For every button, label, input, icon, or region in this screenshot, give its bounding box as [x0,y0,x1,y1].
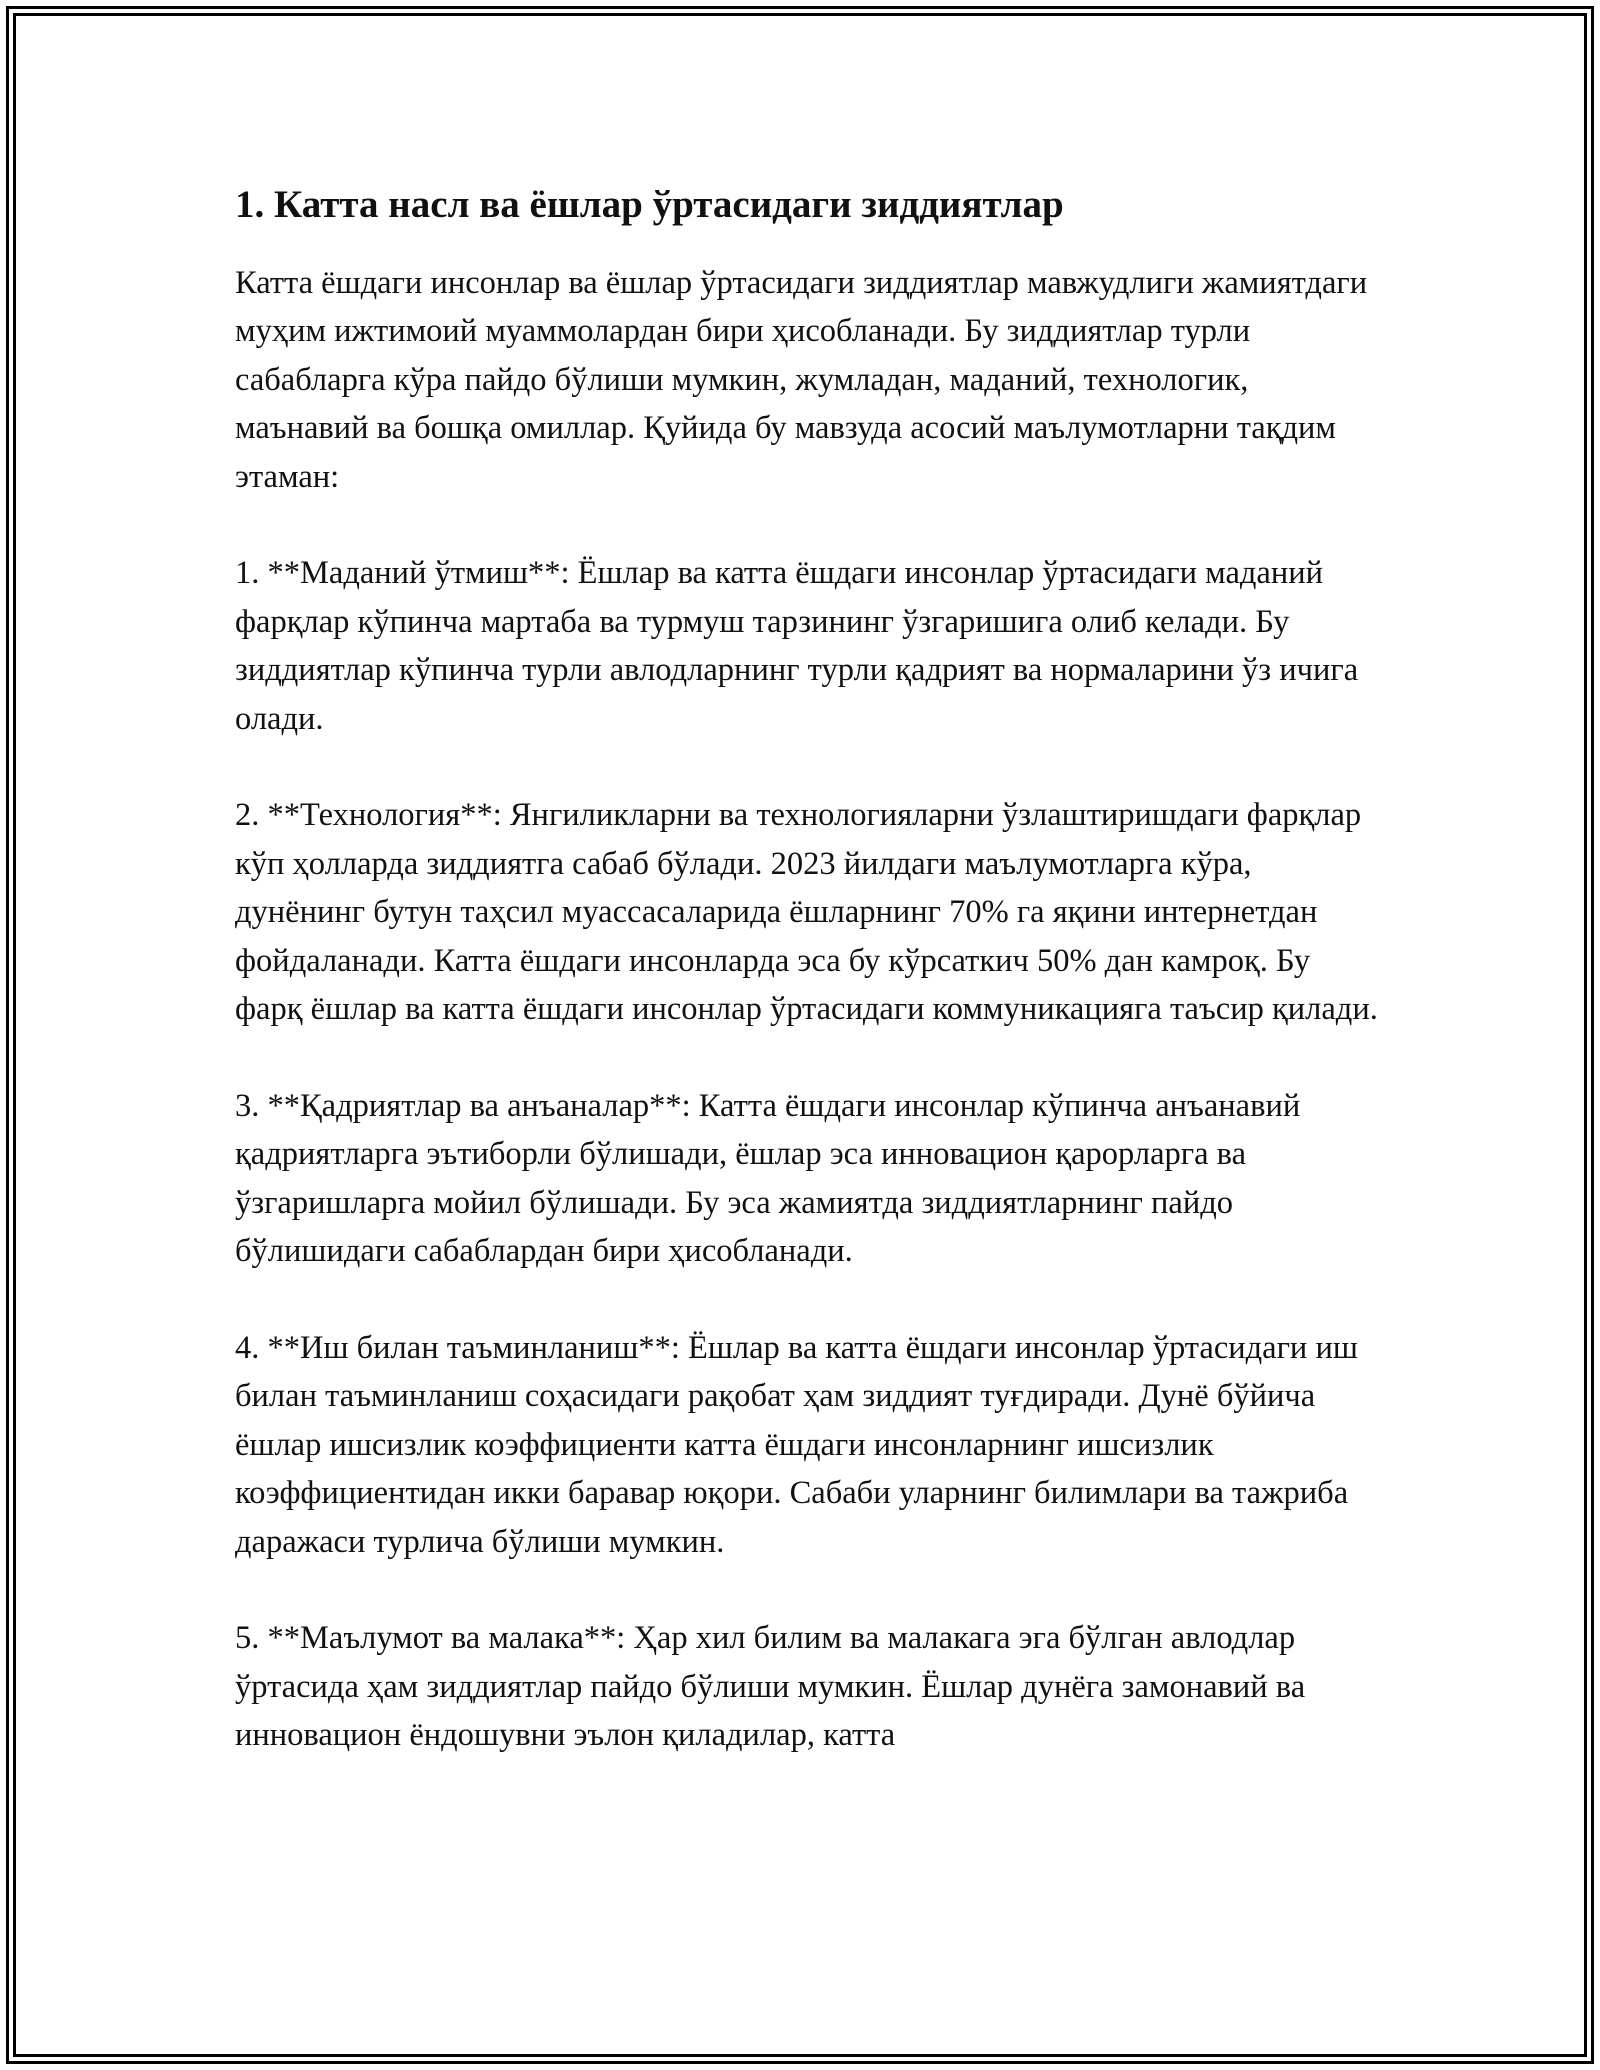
intro-paragraph: Катта ёшдаги инсонлар ва ёшлар ўртасидаги зиддиятлар мавжудлиги жамиятдаги муҳим ижтимоий муаммолардан бири ҳисобланади. Бу зиддиятлар турли сабабларга кўра пайдо бўлиши мумкин, жумладан, маданий, технологик, маънавий ва бошқа омиллар. Қуйида бу мавзуда асосий маълумотларни тақдим этаман: [235,264,1368,495]
point-values-traditions: 3. **Қадриятлар ва анъаналар**: Катта ёшдаги инсонлар кўпинча анъанавий қадриятларга эътиборли бўлишади, ёшлар эса инновацион қарорларга ва ўзгаришларга мойил бўлишади. Бу эса жамиятда зиддиятларнинг пайдо бўлишидаги сабаблардан бири ҳисобланади. [235,1087,1301,1270]
document-title: 1. Катта насл ва ёшлар ўртасидаги зиддиятлар [235,183,1064,226]
point-cultural-past: 1. **Маданий ўтмиш**: Ёшлар ва катта ёшдаги инсонлар ўртасидаги маданий фарқлар кўпинча мартаба ва турмуш тарзининг ўзгаришига олиб келади. Бу зиддиятлар кўпинча турли авлодларнинг турли қадрият ва нормаларини ўз ичига олади. [235,555,1359,737]
point-technology: 2. **Технология**: Янгиликларни ва технологияларни ўзлаштиришдаги фарқлар кўп ҳолларда зиддиятга сабаб бўлади. 2023 йилдаги маълумотларга кўра, дунёнинг бутун таҳсил муассасаларида ёшларнинг 70% га яқини интернетдан фойдаланади. Катта ёшдаги инсонларда эса бу кўрсаткич 50% дан камроқ. Бу фарқ ёшлар ва катта ёшдаги инсонлар ўртасидаги коммуникацияга таъсир қилади. [235,797,1378,1028]
document-body [235,180,1385,1808]
point-education-skills: 5. **Маълумот ва малака**: Ҳар хил билим ва малакага эга бўлган авлодлар ўртасида ҳам зиддиятлар пайдо бўлиши мумкин. Ёшлар дунёга замонавий ва инновацион ёндошувни эълон қиладилар, катта [235,1620,1306,1754]
point-employment: 4. **Иш билан таъминланиш**: Ёшлар ва катта ёшдаги инсонлар ўртасидаги иш билан таъминланиш соҳасидаги рақобат ҳам зиддият туғдиради. Дунё бўйича ёшлар ишсизлик коэффициенти катта ёшдаги инсонларнинг ишсизлик коэффициентидан икки баравар юқори. Сабаби уларнинг билимлари ва тажриба даражаси турлича бўлиши мумкин. [235,1329,1358,1560]
